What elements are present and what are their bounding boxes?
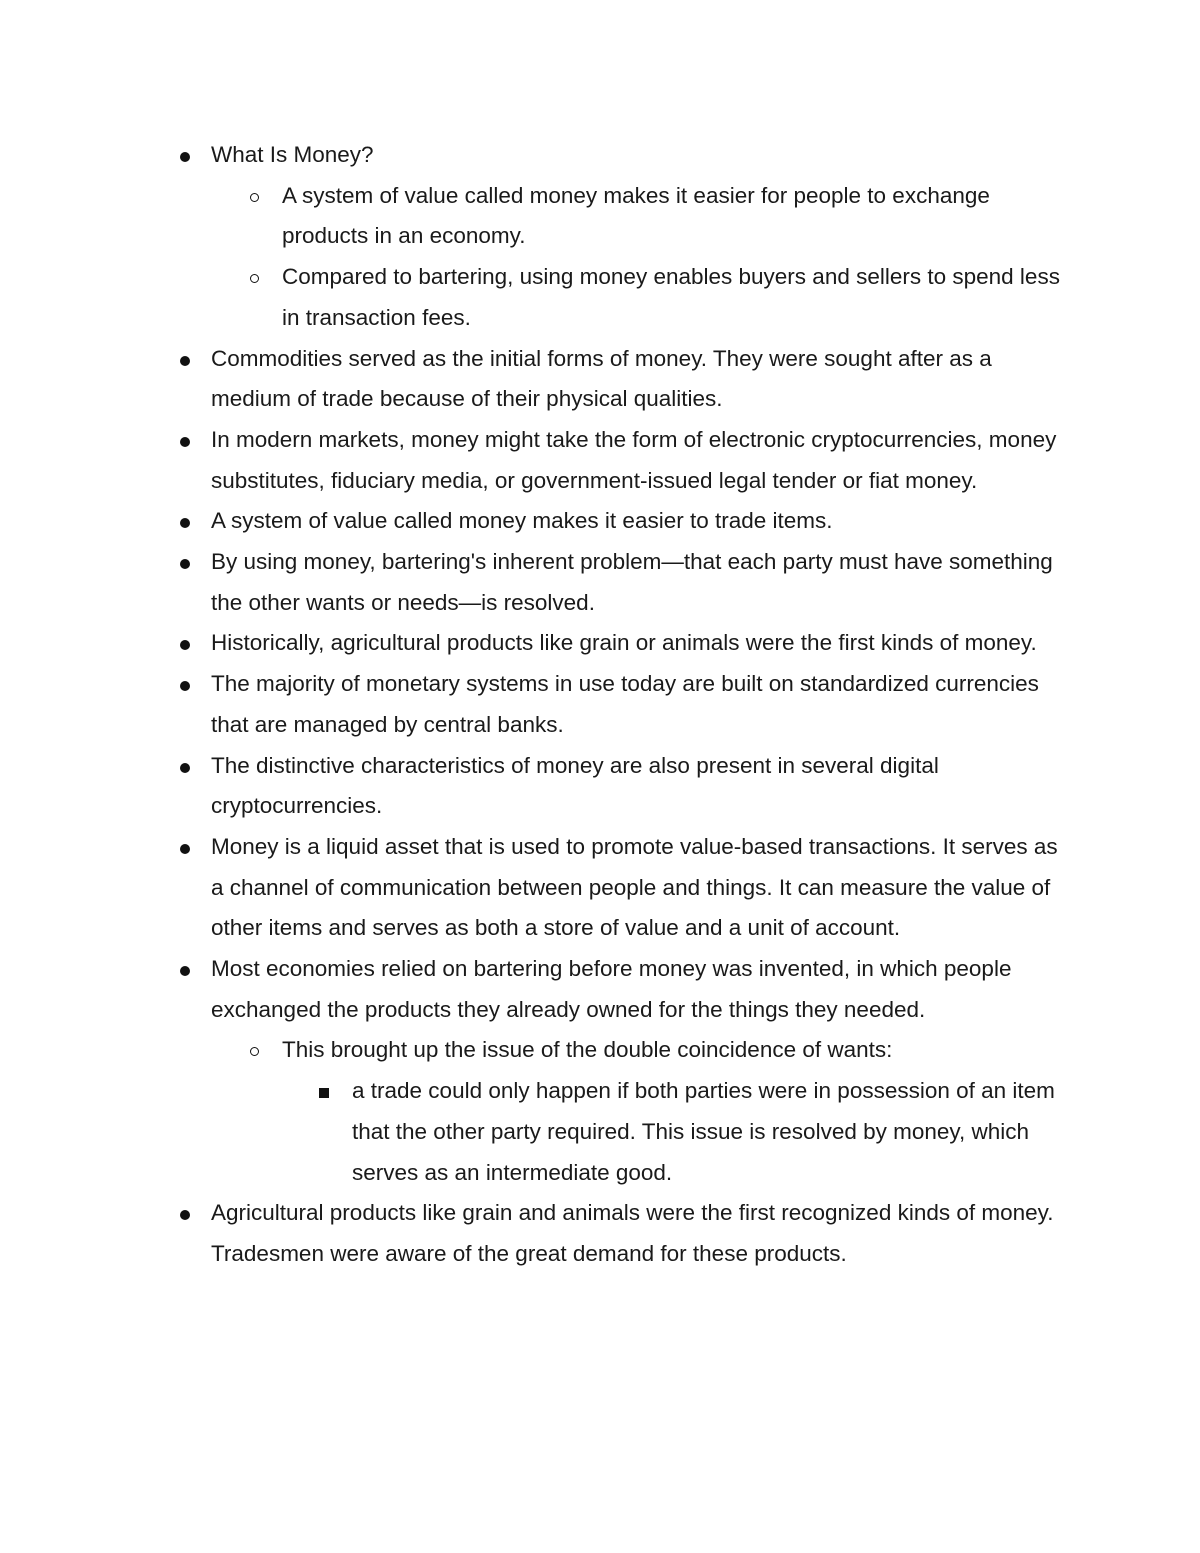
list-item-text: Historically, agricultural products like grain or animals were the first kinds of money.	[211, 630, 1037, 656]
filled-circle-bullet-icon	[178, 664, 192, 705]
list-item	[0, 176, 1200, 257]
square-bullet-icon	[318, 1071, 332, 1112]
list-item-text: Agricultural products like grain and animals were the first recognized kinds of money. Tradesmen were aware of the great demand for these products.	[211, 1200, 1054, 1266]
list-item	[0, 135, 1200, 176]
list-item	[0, 1030, 1200, 1071]
list-item	[0, 949, 1200, 1030]
list-item-text: Compared to bartering, using money enables buyers and sellers to spend less in transaction fees.	[282, 264, 1060, 330]
list-item-text: A system of value called money makes it easier for people to exchange products in an economy.	[282, 182, 990, 249]
filled-circle-bullet-icon	[178, 746, 192, 787]
filled-circle-bullet-icon	[178, 501, 192, 542]
list-item	[0, 420, 1200, 501]
list-item	[0, 827, 1200, 949]
list-item-text: Most economies relied on bartering before money was invented, in which people exchanged the products they already owned for the things they needed.	[211, 956, 1012, 1022]
list-item-text: This brought up the issue of the double coincidence of wants:	[282, 1037, 893, 1063]
list-item-text: What Is Money?	[211, 142, 374, 167]
list-item	[0, 542, 1200, 623]
list-item-text: The distinctive characteristics of money are also present in several digital cryptocurrencies.	[211, 752, 939, 819]
filled-circle-bullet-icon	[178, 827, 192, 868]
list-item-text: a trade could only happen if both parties were in possession of an item that the other party required. This issue is resolved by money, which serves as an intermediate good.	[352, 1078, 1055, 1185]
filled-circle-bullet-icon	[178, 420, 192, 461]
filled-circle-bullet-icon	[178, 949, 192, 990]
filled-circle-bullet-icon	[178, 542, 192, 583]
list-item-text: Money is a liquid asset that is used to promote value-based transactions. It serves as a channel of communication between people and things. It can measure the value of other items and serves as both a store of value and a unit of account.	[211, 833, 1058, 941]
list-item	[0, 339, 1200, 420]
list-item	[0, 501, 1200, 542]
filled-circle-bullet-icon	[178, 339, 192, 380]
list-item	[0, 664, 1200, 745]
filled-circle-bullet-icon	[178, 135, 192, 176]
hollow-circle-bullet-icon	[248, 1030, 262, 1071]
filled-circle-bullet-icon	[178, 623, 192, 664]
list-item	[0, 1193, 1200, 1274]
list-item	[0, 1071, 1200, 1193]
list-item	[0, 257, 1200, 338]
list-item-text: A system of value called money makes it easier to trade items.	[211, 508, 833, 534]
bullet-list	[0, 135, 1200, 1275]
list-item	[0, 746, 1200, 827]
list-item	[0, 623, 1200, 664]
filled-circle-bullet-icon	[178, 1193, 192, 1234]
list-item-text: In modern markets, money might take the form of electronic cryptocurrencies, money substitutes, fiduciary media, or government-issued legal tender or fiat money.	[211, 426, 1057, 493]
hollow-circle-bullet-icon	[248, 257, 262, 298]
list-item-text: The majority of monetary systems in use today are built on standardized currencies that are managed by central banks.	[211, 671, 1039, 737]
list-item-text: By using money, bartering's inherent problem—that each party must have something the other wants or needs—is resolved.	[211, 549, 1053, 615]
hollow-circle-bullet-icon	[248, 176, 262, 217]
list-item-text: Commodities served as the initial forms of money. They were sought after as a medium of trade because of their physical qualities.	[211, 345, 992, 412]
